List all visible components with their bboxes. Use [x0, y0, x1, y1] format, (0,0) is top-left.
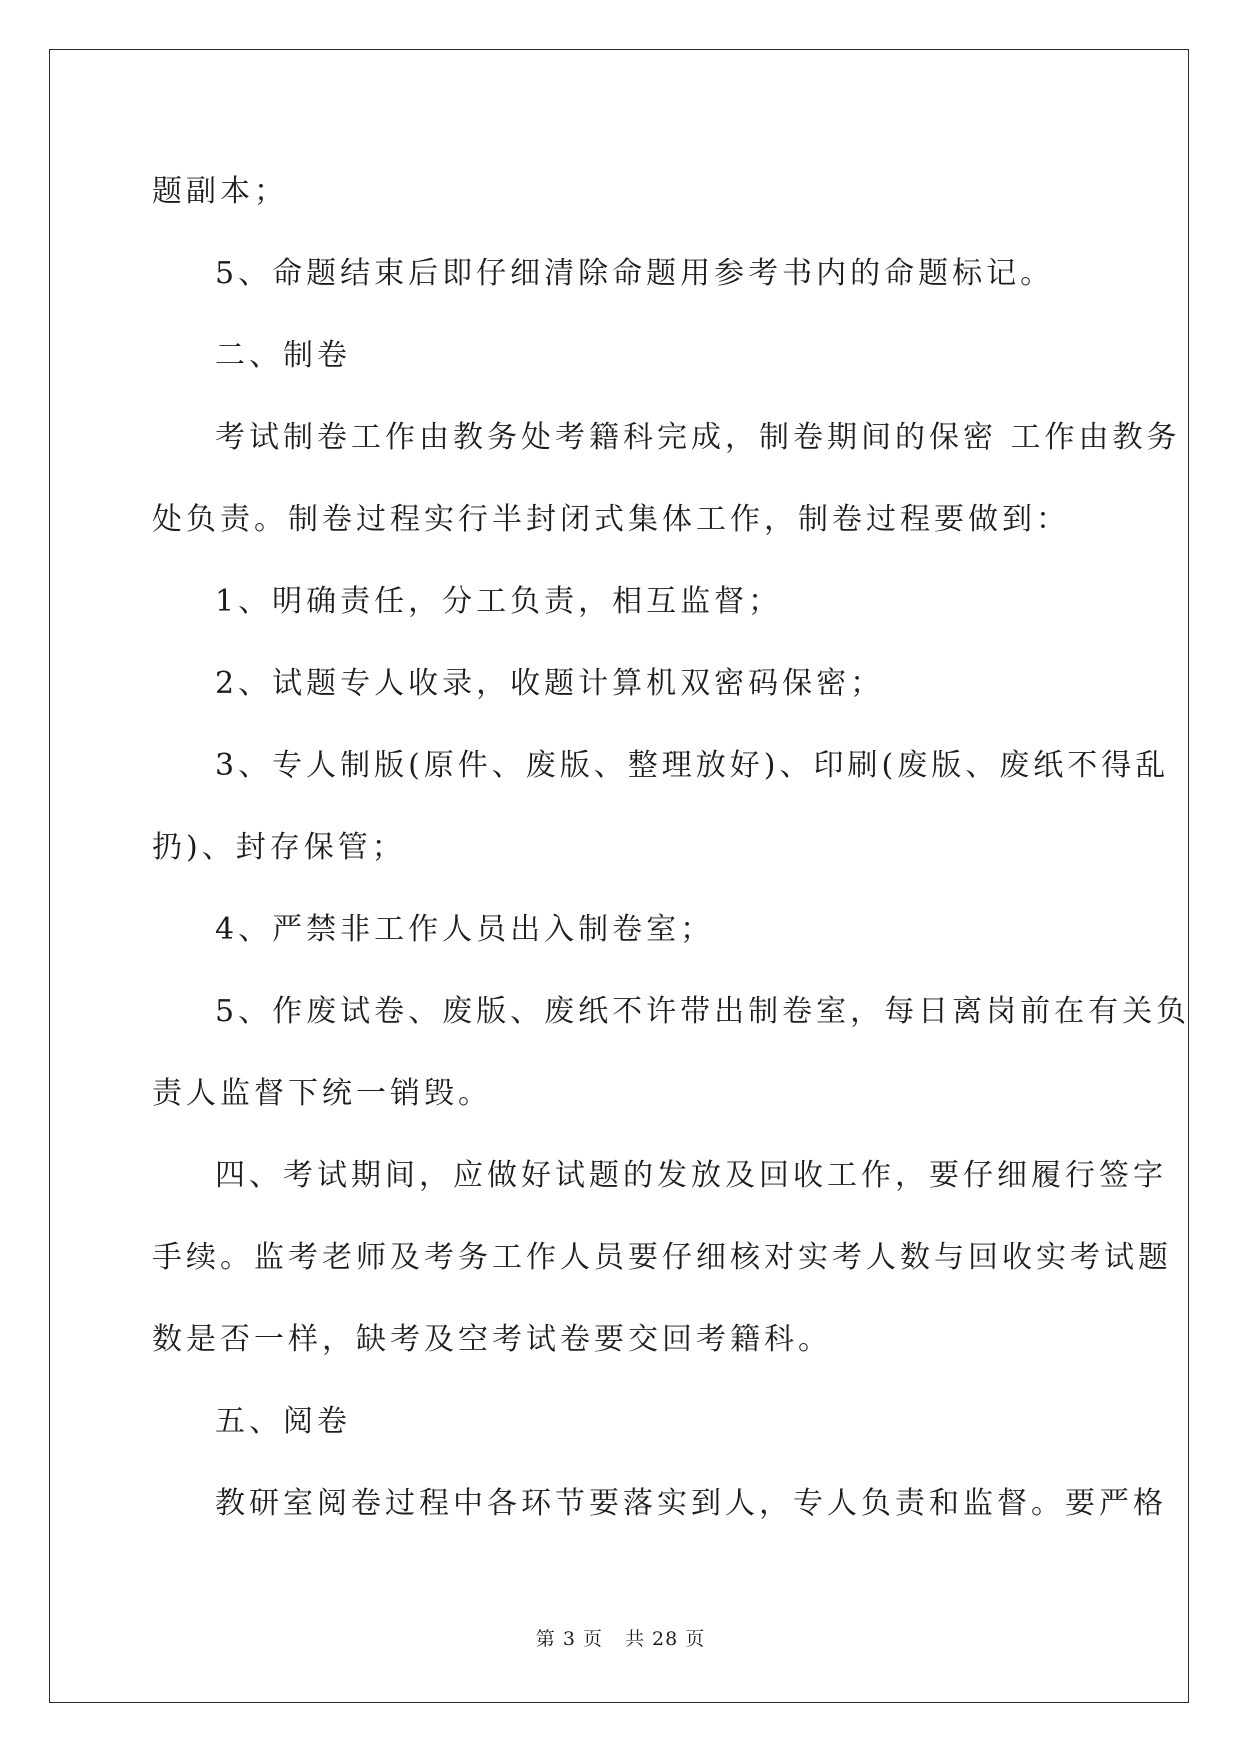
text-line: 3、专人制版(原件、废版、整理放好)、印刷(废版、废纸不得乱 — [215, 748, 1170, 783]
text-line: 扔)、封存保管； — [152, 830, 406, 865]
text-line: 1、明确责任，分工负责，相互监督； — [215, 584, 783, 619]
text-line: 责人监督下统一销毁。 — [152, 1076, 492, 1111]
page-footer — [0, 1624, 1241, 1651]
text-line: 手续。监考老师及考务工作人员要仔细核对实考人数与回收实考试题 — [152, 1240, 1172, 1275]
text-line: 4、严禁非工作人员出入制卷室； — [215, 912, 715, 947]
section-heading: 五、阅卷 — [215, 1404, 351, 1439]
text-line: 2、试题专人收录，收题计算机双密码保密； — [215, 666, 885, 701]
text-line: 5、作废试卷、废版、废纸不许带出制卷室，每日离岗前在有关负 — [215, 994, 1191, 1029]
text-line: 处负责。制卷过程实行半封闭式集体工作，制卷过程要做到： — [152, 502, 1070, 537]
page-number: 第 3 页 — [535, 1628, 603, 1650]
text-line: 教研室阅卷过程中各环节要落实到人，专人负责和监督。要严格 — [215, 1486, 1167, 1521]
section-heading: 二、制卷 — [215, 338, 351, 373]
page-border — [49, 49, 1189, 1703]
page-total: 共 28 页 — [624, 1628, 706, 1650]
text-line: 题副本； — [152, 174, 288, 209]
text-line: 四、考试期间，应做好试题的发放及回收工作，要仔细履行签字 — [215, 1158, 1167, 1193]
text-line: 5、命题结束后即仔细清除命题用参考书内的命题标记。 — [215, 256, 1055, 291]
text-line: 数是否一样，缺考及空考试卷要交回考籍科。 — [152, 1322, 832, 1357]
text-line: 考试制卷工作由教务处考籍科完成，制卷期间的保密 工作由教务 — [215, 420, 1181, 455]
